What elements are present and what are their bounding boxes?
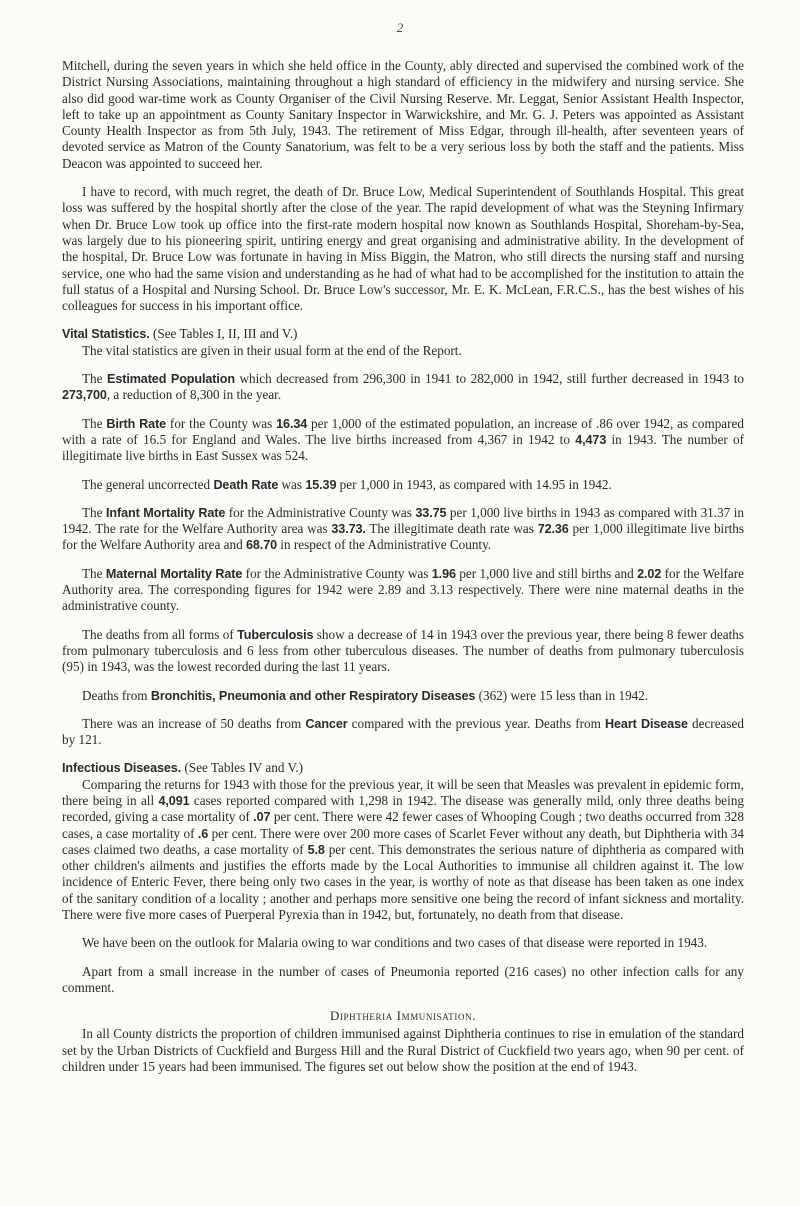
section-infectious-diseases [62,760,744,776]
infant-rate-county: 33.75 [415,505,447,520]
live-births-value: 4,473 [575,432,607,447]
paragraph-death-rate: The general uncorrected Death Rate was 15.39 per 1,000 in 1943, as compared with 14.95 in 1942. [82,476,612,492]
vital-statistics-ref: (See Tables I, II, III and V.) [149,326,298,342]
vital-statistics-heading: Vital Statistics. [62,327,150,342]
section-vital-statistics [62,326,744,342]
paragraph-bruce-low: I have to record, with much regret, the death of Dr. Bruce Low, Medical Superintendent of Southlands Hospital. This great loss was suffered by the hospital shortly after the close of the year. The rapid development of what was the Steyning Infirmary when Dr. Bruce Low took up office into the first-rate modern hospital now known as Southlands Hospital, Shoreham-by-Sea, was largely due to his pioneering spirit, untiring energy and great organising and administrative ability. In the development of the hospital, Dr. Bruce Low was fortunate in having in Miss Biggin, the Matron, who still directs the nursing staff and nursing service, one who had the same vision and understanding as he had of what had to be accomplished for the institution to attain the full status of a Hospital and Nursing School. Dr. Bruce Low's successor, Mr. E. K. McLean, F.R.C.S., has the best wishes of his colleagues for success in his important office. [62,184,744,314]
paragraph-cancer-heart: There was an increase of 50 deaths from Cancer compared with the previous year. Deaths from Heart Disease decreased by 121. [62,715,744,748]
infant-mortality-heading: Infant Mortality Rate [105,505,226,520]
infectious-diseases-heading: Infectious Diseases. [62,761,182,776]
paragraph-malaria: We have been on the outlook for Malaria owing to war conditions and two cases of that disease were reported in 1943. [82,935,708,951]
diphtheria-immunisation-heading: Diphtheria Immunisation. [329,1008,477,1024]
paragraph-infant-mortality: The Infant Mortality Rate for the Administrative County was 33.75 per 1,000 live births in 1943 as compared with 31.37 in 1942. The rate for the Welfare Authority area was 33.73. The illegitimate death rate was 72.36 per 1,000 illegitimate live births for the Welfare Authority area and 68.70 in respect of the Administrative County. [62,504,744,553]
illegitimate-rate-county: 68.70 [245,538,277,553]
cancer-heading: Cancer [305,716,348,731]
report-body [62,58,744,1087]
death-rate-value: 15.39 [305,477,337,492]
infant-rate-welfare: 33.73. [331,522,366,537]
paragraph-pneumonia: Apart from a small increase in the number of cases of Pneumonia reported (216 cases) no other infection calls for any comment. [62,963,744,995]
respiratory-heading: Bronchitis, Pneumonia and other Respiratory Diseases [150,688,476,703]
paragraph-tuberculosis: The deaths from all forms of Tuberculosis show a decrease of 14 in 1943 over the previous year, there being 8 fewer deaths from pulmonary tuberculosis and 6 less from other tuberculous diseases. The number of deaths from pulmonary tuberculosis (95) in 1943, was the lowest recorded during the last 11 years. [62,626,744,675]
paragraph-staff-changes: Mitchell, during the seven years in which she held office in the County, ably directed and supervised the combined work of the District Nursing Associations, maintaining throughout a high standard of efficiency in the midwifery and nursing service. She also did good war-time work as County Organiser of the Civil Nursing Reserve. Mr. Leggat, Senior Assistant Health Inspector, left to take up an appointment as County Sanitary Inspector in Warwickshire, and Mr. G. J. Peters was appointed as Assistant County Health Inspector as from 5th July, 1943. The retirement of Miss Edgar, through ill-health, after seventeen years of devoted service as Matron of the County Sanatorium, was felt to be a very serious loss by both the staff and the patients. Miss Deacon was appointed to succeed her. [62,58,744,171]
paragraph-birth-rate: The Birth Rate for the County was 16.34 per 1,000 of the estimated population, an increase of .86 over 1942, as compared with a rate of 16.5 for England and Wales. The live births increased from 4,367 in 1942 to 4,473 in 1943. The number of illegitimate live births in East Sussex was 524. [62,415,744,464]
tuberculosis-heading: Tuberculosis [237,627,314,642]
population-heading: Estimated Population [107,372,235,387]
maternal-rate-county: 1.96 [431,566,456,581]
illegitimate-rate-welfare: 72.36 [537,522,569,537]
page-number: 2 [396,20,404,35]
paragraph-infectious: Comparing the returns for 1943 with those for the previous year, it will be seen that Measles was prevalent in epidemic form, there being in all 4,091 cases reported compared with 1,298 in 1942. The disease was generally mild, only three deaths being recorded, giving a case mortality of .07 per cent. There were 42 fewer cases of Whooping Cough ; two deaths occurred from 328 cases, a case mortality of .6 per cent. There were over 200 more cases of Scarlet Fever without any death, but Diphtheria with 34 cases claimed two deaths, a case mortality of 5.8 per cent. This demonstrates the serious nature of diphtheria as compared with other children's ailments and justifies the efforts made by the Local Authorities to immunise all children against it. The low incidence of Enteric Fever, there being only two cases in the year, is worthy of note as that disease has been taken as one index of the sanitary condition of a locality ; another and perhaps more sensitive one being the record of infant sickness and mortality. There were five more cases of Puerperal Pyrexia than in 1942, but, fortunately, no death from that disease. [62,776,745,923]
paragraph-population: The Estimated Population which decreased from 296,300 in 1941 to 282,000 in 1942, still further decreased in 1943 to 273,700, a reduction of 8,300 in the year. [62,371,744,403]
paragraph-respiratory: Deaths from Bronchitis, Pneumonia and other Respiratory Diseases (362) were 15 less than in 1942. [82,687,649,703]
paragraph-maternal-mortality: The Maternal Mortality Rate for the Administrative County was 1.96 per 1,000 live and still births and 2.02 for the Welfare Authority area. The corresponding figures for 1942 were 2.89 and 3.13 respectively. There were nine maternal deaths in the administrative county. [62,565,744,614]
birth-rate-value: 16.34 [276,416,308,431]
measles-mortality-value: .07 [253,810,271,825]
birth-rate-heading: Birth Rate [106,416,167,431]
maternal-mortality-heading: Maternal Mortality Rate [105,566,243,581]
population-value: 273,700 [62,388,107,403]
maternal-rate-welfare: 2.02 [637,566,662,581]
paragraph-diphtheria-immunisation: In all County districts the proportion of children immunised against Diphtheria continues to rise in emulation of the standard set by the Urban Districts of Cuckfield and Burgess Hill and the Rural District of Cuckfield two years ago, when 90 per cent. of children under 15 years had been immunised. The figures set out below show the position at the end of 1943. [62,1026,744,1074]
measles-cases-value: 4,091 [158,793,190,808]
paragraph-vital-intro: The vital statistics are given in their usual form at the end of the Report. [82,342,462,358]
whooping-cough-mortality-value: .6 [197,826,209,841]
heart-disease-heading: Heart Disease [605,716,688,731]
infectious-diseases-ref: (See Tables IV and V.) [181,760,303,776]
diphtheria-mortality-value: 5.8 [307,842,325,857]
death-rate-heading: Death Rate [213,477,279,492]
